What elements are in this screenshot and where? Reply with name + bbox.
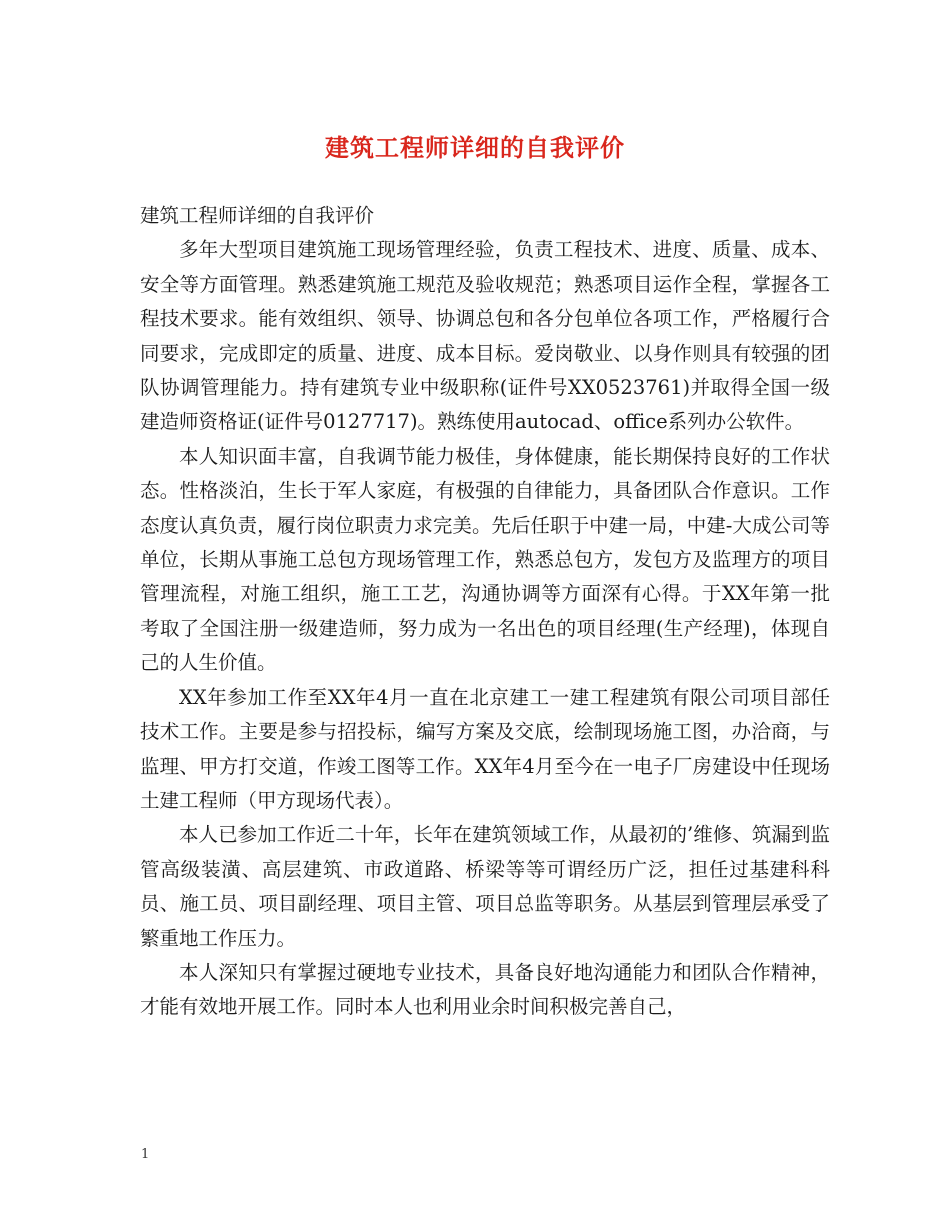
- paragraph-4: 本人已参加工作近二十年，长年在建筑领域工作，从最初的’维修、筑漏到监管高级装潢、高层建筑、市政道路、桥梁等等可谓经历广泛，担任过基建科科员、施工员、项目副经理、项目主管、项目总监等职务。从基层到管理层承受了繁重地工作压力。: [140, 823, 830, 950]
- paragraph-2: 本人知识面丰富，自我调节能力极佳，身体健康，能长期保持良好的工作状态。性格淡泊，生长于军人家庭，有极强的自律能力，具备团队合作意识。工作态度认真负责，履行岗位职责力求完美。先后任职于中建一局，中建-大成公司等单位，长期从事施工总包方现场管理工作，熟悉总包方，发包方及监理方的项目管理流程，对施工组织，施工工艺，沟通协调等方面深有心得。于XX年第一批考取了全国注册一级建造师，努力成为一名出色的项目经理(生产经理)，体现自己的人生价值。: [140, 444, 830, 675]
- document-title: 建筑工程师详细的自我评价: [325, 133, 625, 162]
- paragraph-1: 多年大型项目建筑施工现场管理经验，负责工程技术、进度、质量、成本、安全等方面管理。熟悉建筑施工规范及验收规范；熟悉项目运作全程，掌握各工程技术要求。能有效组织、领导、协调总包和各分包单位各项工作，严格履行合同要求，完成即定的质量、进度、成本目标。爱岗敬业、以身作则具有较强的团队协调管理能力。持有建筑专业中级职称(证件号XX0523761)并取得全国一级建造师资格证(证件号0127717)。熟练使用autocad、office系列办公软件。: [140, 238, 830, 434]
- page-number: 1: [141, 1147, 150, 1162]
- document-body: [140, 199, 830, 1025]
- document-subtitle: 建筑工程师详细的自我评价: [140, 204, 375, 227]
- paragraph-3: XX年参加工作至XX年4月一直在北京建工一建工程建筑有限公司项目部任技术工作。主要是参与招投标，编写方案及交底，绘制现场施工图，办洽商，与监理、甲方打交道，作竣工图等工作。XX年4月至今在一电子厂房建设中任现场土建工程师（甲方现场代表）。: [140, 685, 830, 812]
- paragraph-5: 本人深知只有掌握过硬地专业技术，具备良好地沟通能力和团队合作精神，才能有效地开展工作。同时本人也利用业余时间积极完善自己，: [140, 960, 830, 1019]
